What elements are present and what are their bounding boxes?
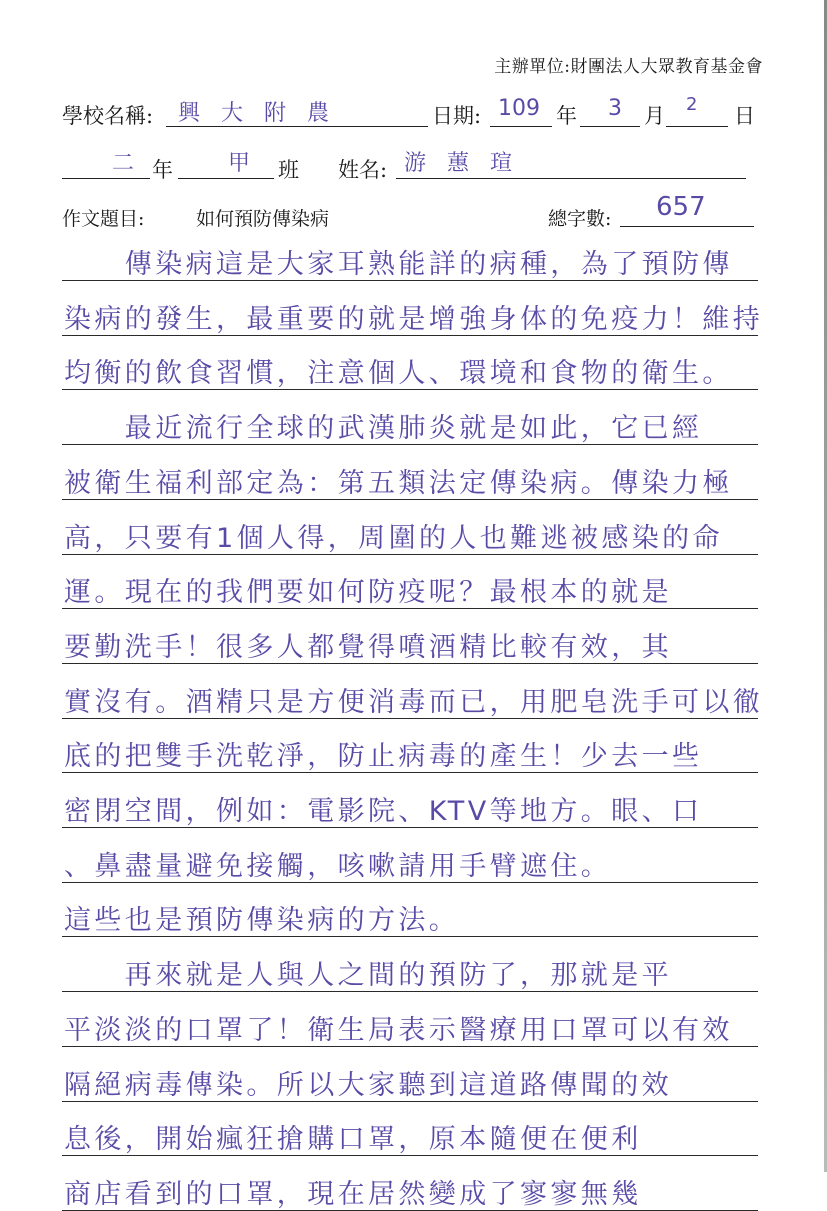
essay-line: 要勤洗手！很多人都覺得噴酒精比較有效，其 <box>64 631 672 663</box>
essay-line: 密閉空間，例如：電影院、KTV等地方。眼、口 <box>64 796 703 827</box>
essay-line: 傳染病這是大家耳熟能詳的病種，為了預防傳 <box>64 249 733 280</box>
ruled-line <box>62 718 758 719</box>
month-label: 月 <box>644 104 665 128</box>
ruled-line <box>62 991 758 992</box>
ruled-line <box>62 936 758 937</box>
ruled-line <box>62 1046 758 1047</box>
ruled-line <box>62 827 758 828</box>
essay-line: 底的把雙手洗乾淨，防止病毒的產生！少去一些 <box>64 741 703 773</box>
essay-line: 運。現在的我們要如何防疫呢？最根本的就是 <box>64 577 672 609</box>
ruled-line <box>62 608 758 609</box>
ruled-line <box>62 663 758 664</box>
essay-line: 實沒有。酒精只是方便消毒而已，用肥皂洗手可以徹 <box>64 686 764 718</box>
essay-line: 息後，開始瘋狂搶購口罩，原本隨便在便利 <box>64 1124 642 1156</box>
ruled-line <box>62 335 758 336</box>
grade-blank <box>62 150 150 179</box>
ruled-line <box>62 1155 758 1156</box>
ruled-line <box>62 1101 758 1102</box>
word-count-label: 總字數: <box>548 208 612 230</box>
essay-line: 再來就是人與人之間的預防了，那就是平 <box>64 960 672 992</box>
year-label: 年 <box>556 104 577 128</box>
ruled-line <box>62 554 758 555</box>
ruled-line <box>62 444 758 445</box>
school-label: 學校名稱: <box>62 104 154 128</box>
word-count-value: 657 <box>656 192 706 222</box>
essay-line: 商店看到的口罩，現在居然變成了寥寥無幾 <box>64 1178 642 1210</box>
sponsor-text: 主辦單位:財團法人大眾教育基金會 <box>494 57 763 77</box>
grade-label: 年 <box>152 158 173 182</box>
essay-line: 高，只要有1個人得，周圍的人也難逃被感染的命 <box>64 522 723 554</box>
day-value: 2 <box>686 94 698 115</box>
essay-line: 被衛生福利部定為：第五類法定傳染病。傳染力極 <box>64 467 733 499</box>
essay-line: 染病的發生，最重要的就是增強身体的免疫力！維持 <box>64 303 764 335</box>
essay-line: 最近流行全球的武漢肺炎就是如此，它已經 <box>64 413 703 445</box>
day-label: 日 <box>734 104 755 128</box>
ruled-line <box>62 882 758 883</box>
class-label: 班 <box>278 158 299 182</box>
grade-value: 二 <box>112 151 135 176</box>
ruled-line <box>62 499 758 500</box>
name-value: 游 蕙 瑄 <box>404 151 519 176</box>
essay-line: 平淡淡的口罩了！衛生局表示醫療用口罩可以有效 <box>64 1014 733 1046</box>
ruled-line <box>62 772 758 773</box>
topic-value: 如何預防傳染病 <box>196 208 330 230</box>
essay-line: 、鼻盡量避免接觸，咳嗽請用手臂遮住。 <box>64 850 612 882</box>
topic-label: 作文題目: <box>62 208 145 230</box>
essay-line: 均衡的飲食習慣，注意個人、環境和食物的衛生。 <box>64 358 733 390</box>
date-label: 日期: <box>432 104 482 128</box>
name-label: 姓名: <box>338 158 388 182</box>
class-blank <box>178 150 274 179</box>
class-value: 甲 <box>228 151 251 176</box>
ruled-line <box>62 389 758 390</box>
year-value: 109 <box>498 96 540 121</box>
month-value: 3 <box>608 96 622 121</box>
school-value: 興 大 附 農 <box>178 101 336 126</box>
essay-line: 這些也是預防傳染病的方法。 <box>64 905 460 937</box>
essay-line: 隔絕病毒傳染。所以大家聽到這道路傳聞的效 <box>64 1069 672 1101</box>
ruled-line <box>62 280 758 281</box>
